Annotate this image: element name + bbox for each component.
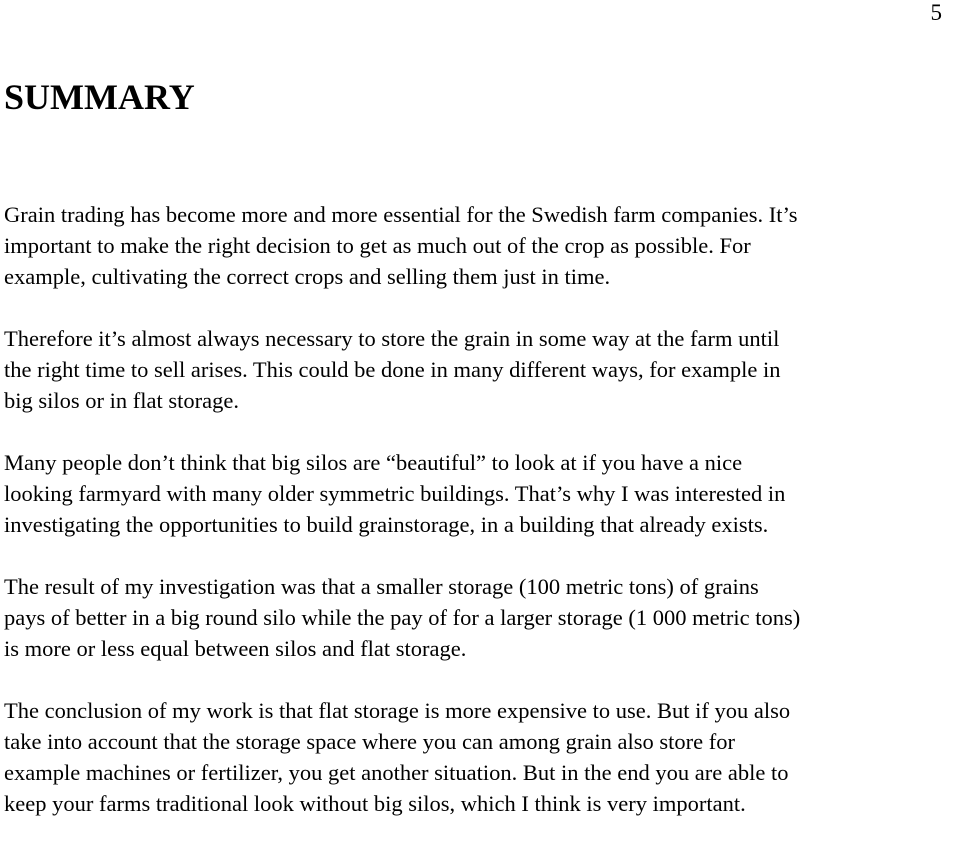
section-heading: SUMMARY	[4, 77, 195, 117]
summary-body	[4, 199, 956, 850]
text-line: the right time to sell arises. This could be done in many different ways, for example in	[4, 357, 781, 382]
text-line: The result of my investigation was that a smaller storage (100 metric tons) of grains	[4, 574, 759, 599]
text-line: Therefore it’s almost always necessary to store the grain in some way at the farm until	[4, 326, 780, 351]
paragraph-investigation-result	[4, 571, 956, 664]
text-line: example, cultivating the correct crops and selling them just in time.	[4, 264, 611, 289]
text-line: Grain trading has become more and more essential for the Swedish farm companies. It’s	[4, 202, 798, 227]
text-line: example machines or fertilizer, you get another situation. But in the end you are able to	[4, 760, 789, 785]
text-line: investigating the opportunities to build grainstorage, in a building that already exists.	[4, 512, 769, 537]
text-line: is more or less equal between silos and flat storage.	[4, 636, 467, 661]
text-line: looking farmyard with many older symmetric buildings. That’s why I was interested in	[4, 481, 786, 506]
text-line: The conclusion of my work is that flat storage is more expensive to use. But if you also	[4, 698, 791, 723]
text-line: important to make the right decision to get as much out of the crop as possible. For	[4, 233, 751, 258]
paragraph-storage-need	[4, 323, 956, 416]
text-line: big silos or in flat storage.	[4, 388, 239, 413]
text-line: Many people don’t think that big silos are “beautiful” to look at if you have a nice	[4, 450, 743, 475]
paragraph-silo-aesthetics	[4, 447, 956, 540]
text-line: keep your farms traditional look without big silos, which I think is very important.	[4, 791, 746, 816]
page-number: 5	[930, 0, 942, 25]
text-line: pays of better in a big round silo while the pay of for a larger storage (1 000 metric tons)	[4, 605, 801, 630]
paragraph-grain-trading	[4, 199, 956, 292]
text-line: take into account that the storage space where you can among grain also store for	[4, 729, 735, 754]
paragraph-conclusion	[4, 695, 956, 819]
